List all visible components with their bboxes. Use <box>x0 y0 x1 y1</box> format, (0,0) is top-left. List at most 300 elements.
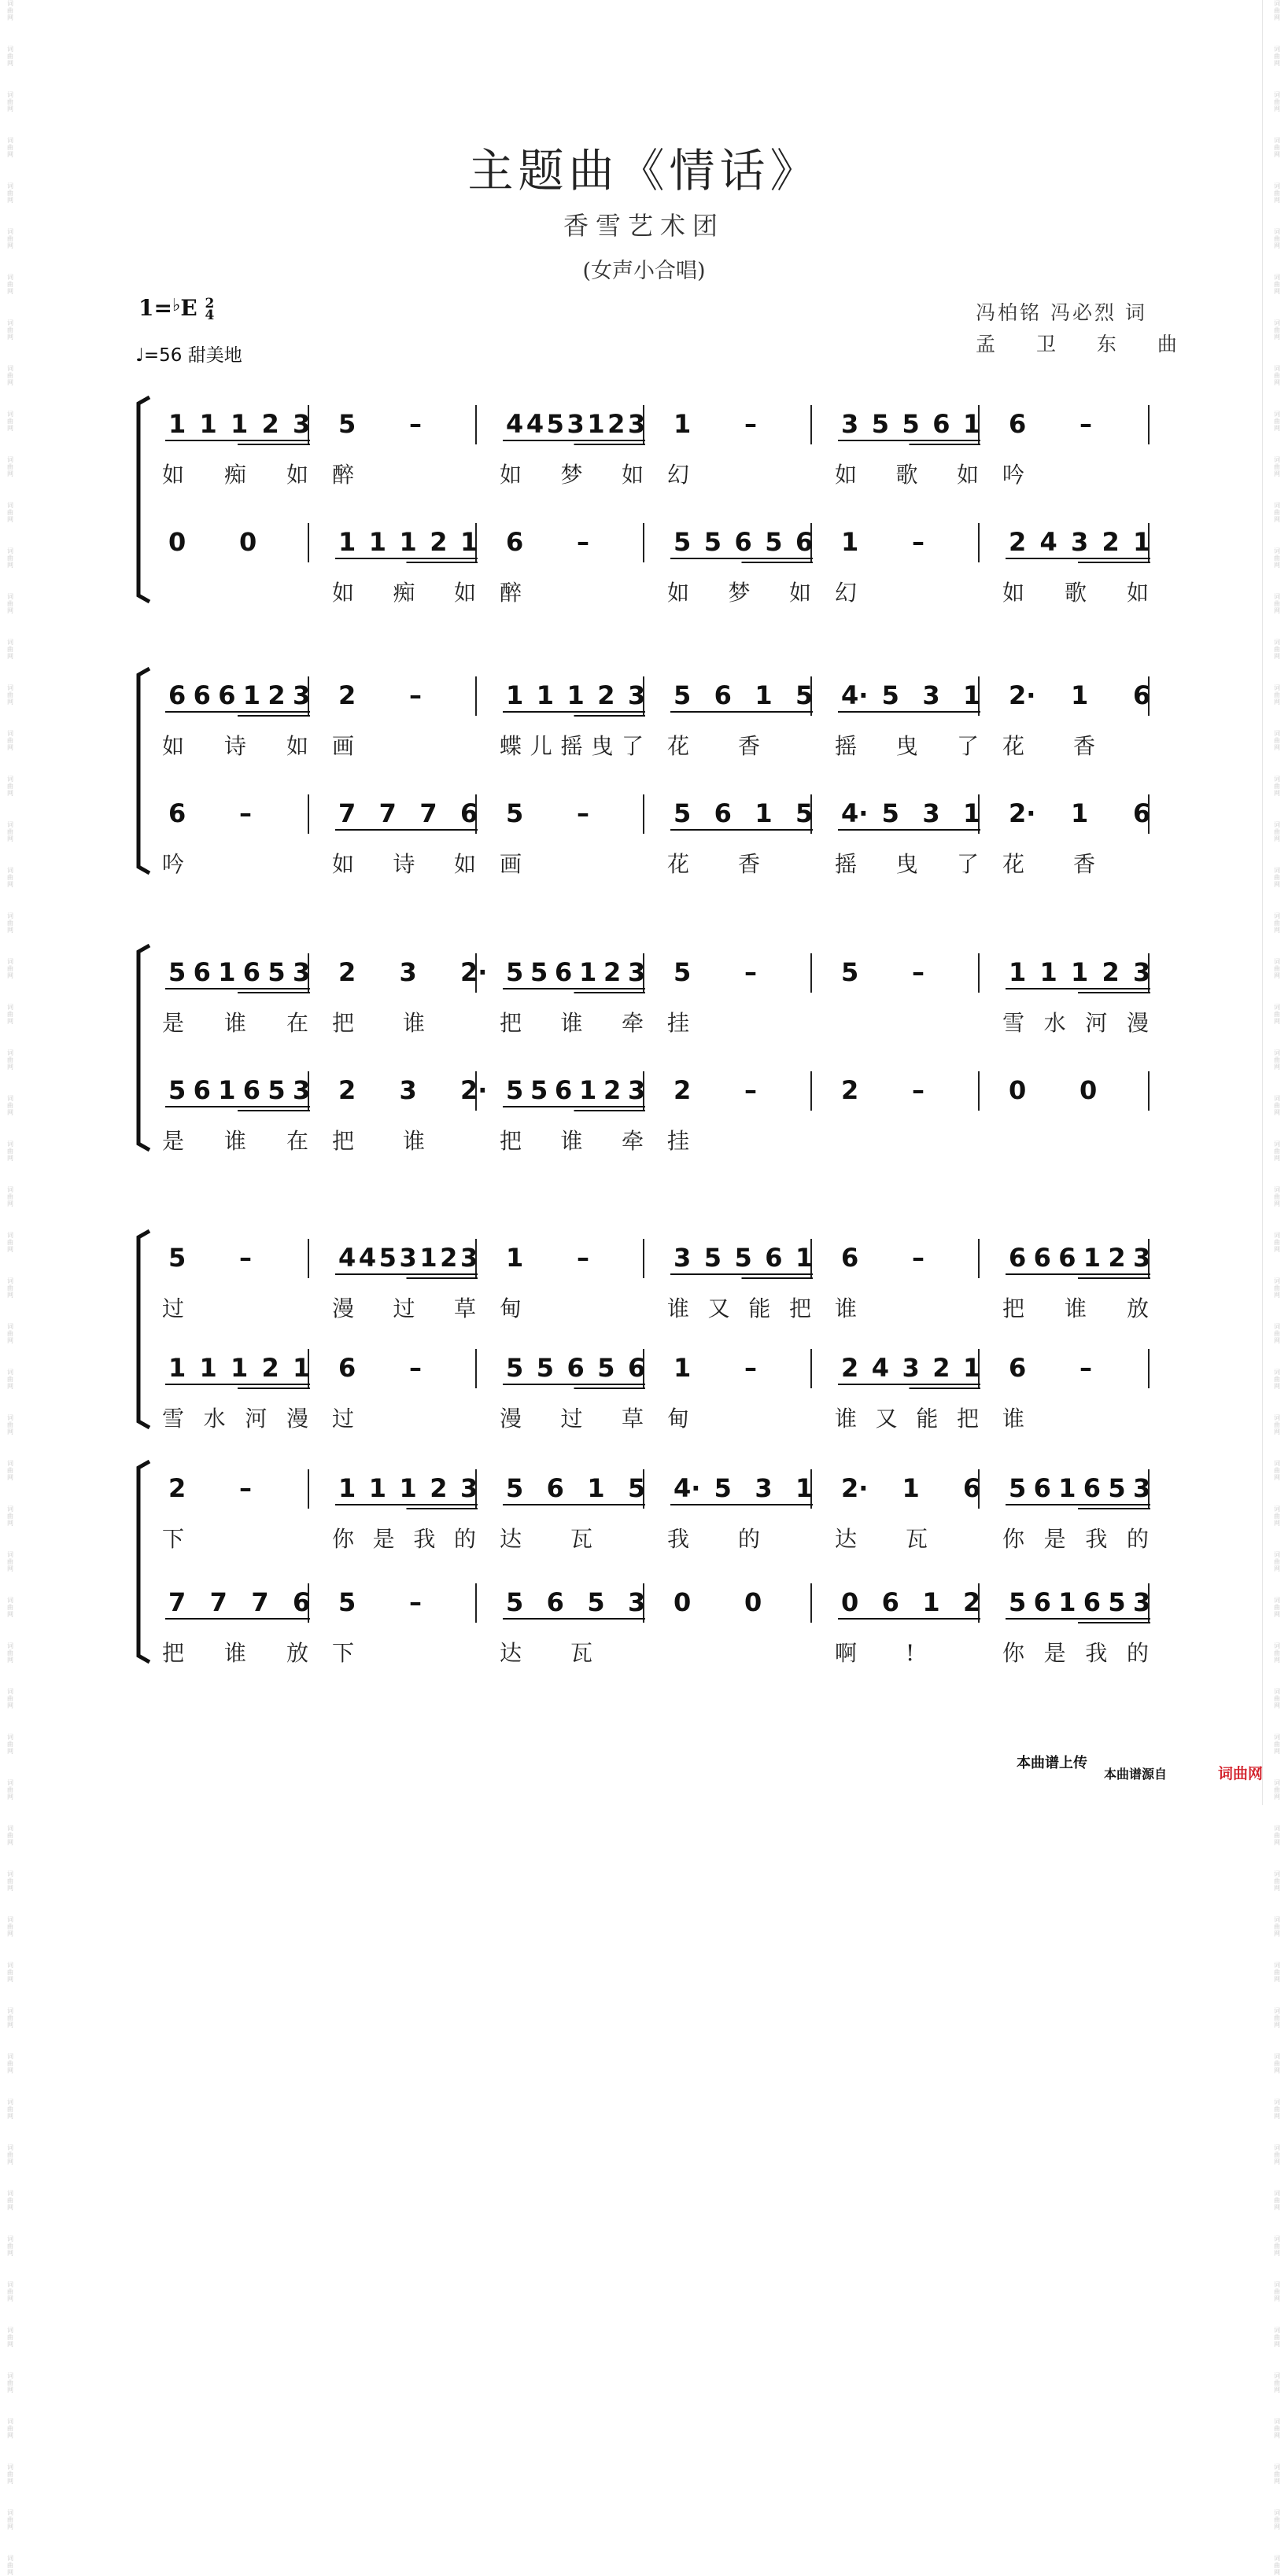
lyric-syllable: 谁 <box>403 1128 426 1154</box>
lyric-syllable: 儿 <box>530 733 552 759</box>
note: 6 <box>555 1075 573 1105</box>
note: 0 <box>1079 1075 1098 1105</box>
watermark-text: 词 曲 网 <box>1274 593 1280 614</box>
watermark-text: 词 曲 网 <box>1274 2099 1280 2120</box>
watermark-text: 词 曲 网 <box>7 1141 13 1162</box>
note: 3 <box>628 1075 646 1105</box>
note: 2 <box>841 1353 859 1383</box>
lyric-syllable: 歌 <box>895 462 918 488</box>
lyric-text <box>667 733 760 759</box>
note: 1 <box>587 1473 605 1503</box>
note: 5 <box>841 957 859 987</box>
note: 6 <box>1133 798 1151 828</box>
note: 0 <box>168 527 186 557</box>
lyric-syllable: 摇 <box>835 733 858 759</box>
watermark-text: 词 曲 网 <box>7 1551 13 1572</box>
watermark-text: 词 曲 网 <box>1274 1870 1280 1892</box>
note: 2 <box>430 1473 448 1503</box>
watermark-text: 词 曲 网 <box>1274 502 1280 523</box>
watermark-text: 词 曲 网 <box>7 137 13 158</box>
watermark-text: 词 曲 网 <box>7 0 13 21</box>
watermark-text: 词 曲 网 <box>7 547 13 569</box>
note: 1 <box>1009 957 1027 987</box>
watermark-text: 词 曲 网 <box>7 1323 13 1344</box>
lyric-syllable: 醉 <box>332 462 355 488</box>
lyric-syllable: 能 <box>916 1406 939 1432</box>
dash-mark: – <box>239 1243 252 1273</box>
note: 4 <box>338 1243 356 1273</box>
lyric-syllable: 我 <box>413 1526 436 1552</box>
lyric-syllable: 放 <box>286 1640 309 1666</box>
lyric-syllable: 歌 <box>1065 580 1087 606</box>
lyric-syllable: 如 <box>1002 580 1025 606</box>
lyric-syllable: 把 <box>500 1128 522 1154</box>
note: 6 <box>168 798 186 828</box>
watermark-text: 词 曲 网 <box>1274 2053 1280 2074</box>
dash-mark: – <box>239 1473 252 1503</box>
lyric-syllable: 啊 <box>835 1640 858 1666</box>
dash-mark: – <box>912 527 924 557</box>
lyric-syllable: 我 <box>667 1526 690 1552</box>
watermark-text: 词 曲 网 <box>7 684 13 706</box>
lyric-text <box>162 1128 308 1154</box>
lyric-syllable: 曳 <box>895 733 918 759</box>
note: 7 <box>168 1587 186 1617</box>
note: 2 <box>841 1075 859 1105</box>
footer-source: 本曲谱源自 <box>1104 1767 1168 1782</box>
dash-mark: – <box>744 1075 757 1105</box>
system-bracket <box>138 1461 149 1662</box>
note: 4· <box>841 680 869 710</box>
lyric-syllable: 把 <box>332 1010 355 1036</box>
lyric-syllable: 谁 <box>835 1406 858 1432</box>
note: 5 <box>268 1075 286 1105</box>
note: 5 <box>628 1473 646 1503</box>
note: 5 <box>506 1587 524 1617</box>
lyric-syllable: 放 <box>1127 1295 1150 1321</box>
watermark-text: 词 曲 网 <box>1274 1049 1280 1071</box>
note: 6 <box>293 1587 311 1617</box>
note: 1 <box>922 1587 940 1617</box>
watermark-text: 词 曲 网 <box>1274 730 1280 751</box>
lyric-syllable: 吟 <box>1002 462 1025 488</box>
watermark-text: 词 曲 网 <box>1274 365 1280 386</box>
lyric-syllable: 你 <box>1002 1526 1025 1552</box>
lyric-text <box>162 1406 308 1432</box>
lyric-syllable: 花 <box>1002 733 1025 759</box>
time-bottom: 4 <box>205 307 215 323</box>
lyric-syllable: 把 <box>789 1295 812 1321</box>
note: 3 <box>922 798 940 828</box>
watermark-text: 词 曲 网 <box>7 1688 13 1709</box>
watermark-text: 词 曲 网 <box>1274 2418 1280 2439</box>
page-title: 主题曲《情话》 <box>467 144 821 197</box>
note: 3 <box>628 1587 646 1617</box>
footer-uploaded: 本曲谱上传 <box>1017 1755 1087 1771</box>
note: 1 <box>1071 680 1089 710</box>
note: 1 <box>579 957 597 987</box>
note: 1 <box>1039 957 1057 987</box>
note: 2 <box>168 1473 186 1503</box>
note: 2 <box>1009 527 1027 557</box>
note: 6 <box>1133 680 1151 710</box>
watermark-text: 词 曲 网 <box>1274 2190 1280 2211</box>
lyric-syllable: 了 <box>622 733 644 759</box>
lyric-syllable: 漫 <box>1127 1010 1150 1036</box>
lyric-text <box>1002 1406 1024 1432</box>
note: 3 <box>902 1353 920 1383</box>
note: 4· <box>674 1473 701 1503</box>
lyric-text <box>162 851 184 877</box>
note: 1 <box>506 1243 524 1273</box>
note: 4 <box>358 1243 377 1273</box>
lyric-syllable: 过 <box>393 1295 415 1321</box>
lyric-syllable: 如 <box>332 580 355 606</box>
note: 1 <box>419 1243 437 1273</box>
lyric-syllable: ! <box>906 1640 915 1666</box>
dash-mark: – <box>577 527 589 557</box>
watermark-text: 词 曲 网 <box>1274 639 1280 660</box>
note: 5 <box>168 957 186 987</box>
lyric-syllable: 如 <box>622 462 644 488</box>
note: 7 <box>209 1587 227 1617</box>
watermark-text: 词 曲 网 <box>7 1870 13 1892</box>
lyric-text <box>1002 1010 1149 1036</box>
note: 1 <box>963 680 981 710</box>
note: 1 <box>506 680 524 710</box>
lyric-syllable: 过 <box>560 1406 583 1432</box>
watermark-text: 词 曲 网 <box>1274 274 1280 295</box>
watermark-text: 词 曲 网 <box>7 1597 13 1618</box>
lyric-syllable: 幻 <box>667 462 690 488</box>
watermark-text: 词 曲 网 <box>7 2509 13 2530</box>
system-bracket <box>138 945 149 1150</box>
watermark-text: 词 曲 网 <box>1274 1369 1280 1390</box>
lyric-syllable: 如 <box>1127 580 1150 606</box>
watermark-text: 词 曲 网 <box>1274 2509 1280 2530</box>
note: 5 <box>506 1353 524 1383</box>
dash-mark: – <box>744 1353 757 1383</box>
note: 1 <box>674 409 692 439</box>
dash-mark: – <box>409 680 422 710</box>
lyric-text <box>332 1010 425 1036</box>
note: 5 <box>674 680 692 710</box>
note: 5 <box>338 409 356 439</box>
watermark-text: 词 曲 网 <box>1274 1916 1280 1937</box>
note: 3 <box>460 1243 478 1273</box>
dash-mark: – <box>239 798 252 828</box>
lyric-syllable: 如 <box>332 851 355 877</box>
watermark-text: 词 曲 网 <box>7 867 13 888</box>
lyric-text <box>332 1128 425 1154</box>
note: 1 <box>168 409 186 439</box>
note: 6 <box>1033 1473 1051 1503</box>
watermark-text: 词 曲 网 <box>7 1505 13 1527</box>
lyric-syllable: 雪 <box>1002 1010 1025 1036</box>
lyric-syllable: 河 <box>1085 1010 1108 1036</box>
note: 2 <box>430 527 448 557</box>
note: 1 <box>199 1353 217 1383</box>
system-bracket <box>138 669 149 873</box>
watermark-text: 词 曲 网 <box>7 958 13 979</box>
lyric-text <box>500 851 522 877</box>
watermark-text: 词 曲 网 <box>7 639 13 660</box>
note: 5 <box>536 1353 555 1383</box>
lyric-text <box>835 462 979 488</box>
note: 6 <box>795 527 814 557</box>
lyric-text <box>1002 851 1095 877</box>
lyric-syllable: 过 <box>162 1295 185 1321</box>
note: 6 <box>932 409 950 439</box>
note: 1 <box>368 527 387 557</box>
note: 5 <box>1009 1473 1027 1503</box>
watermark-text: 词 曲 网 <box>1274 1141 1280 1162</box>
note: 1 <box>1058 1587 1076 1617</box>
lyric-syllable: 痴 <box>224 462 247 488</box>
watermark-text: 词 曲 网 <box>7 821 13 842</box>
note: 1 <box>795 1473 814 1503</box>
watermark-text: 词 曲 网 <box>7 1460 13 1481</box>
watermark-text: 词 曲 网 <box>1274 319 1280 341</box>
watermark-text: 词 曲 网 <box>7 365 13 386</box>
note: 3 <box>628 957 646 987</box>
watermark-text: 词 曲 网 <box>7 2144 13 2165</box>
note: 3 <box>628 680 646 710</box>
watermark-text: 词 曲 网 <box>1274 821 1280 842</box>
watermark-text: 词 曲 网 <box>1274 1597 1280 1618</box>
watermark-text: 词 曲 网 <box>7 1049 13 1071</box>
lyric-syllable: 漫 <box>332 1295 355 1321</box>
lyric-text <box>500 462 644 488</box>
lyric-text <box>667 1128 689 1154</box>
note: 5 <box>530 1075 548 1105</box>
lyric-text <box>162 1640 308 1666</box>
watermark-text: 词 曲 网 <box>7 1186 13 1207</box>
lyric-text <box>1002 1295 1149 1321</box>
note: 5 <box>546 409 564 439</box>
lyric-syllable: 瓦 <box>570 1640 593 1666</box>
lyric-syllable: 谁 <box>224 1010 247 1036</box>
note: 1 <box>168 1353 186 1383</box>
lyric-syllable: 雪 <box>162 1406 185 1432</box>
note: 3 <box>1133 1243 1151 1273</box>
lyric-syllable: 如 <box>789 580 812 606</box>
watermark-text: 词 曲 网 <box>7 274 13 295</box>
note: 3 <box>1133 957 1151 987</box>
lyric-syllable: 谁 <box>835 1295 858 1321</box>
lyric-syllable: 花 <box>667 851 690 877</box>
note: 5 <box>674 798 692 828</box>
system-bracket <box>138 1231 149 1428</box>
note: 7 <box>251 1587 269 1617</box>
note: 6 <box>546 1587 564 1617</box>
watermark-text: 词 曲 网 <box>1274 1688 1280 1709</box>
watermark-text: 词 曲 网 <box>1274 2372 1280 2394</box>
lyric-syllable: 梦 <box>560 462 583 488</box>
lyric-syllable: 达 <box>500 1526 522 1552</box>
note: 6 <box>566 1353 585 1383</box>
note: 3 <box>293 409 311 439</box>
note: 7 <box>378 798 397 828</box>
note: 5 <box>1009 1587 1027 1617</box>
watermark-text: 词 曲 网 <box>7 182 13 204</box>
note: 1 <box>795 1243 814 1273</box>
lyric-text <box>667 851 760 877</box>
footer-site-link[interactable]: 词曲网 <box>1218 1765 1264 1782</box>
note: 6 <box>881 1587 899 1617</box>
lyric-text <box>162 1295 184 1321</box>
lyric-syllable: 花 <box>667 733 690 759</box>
lyric-syllable: 谁 <box>560 1010 583 1036</box>
lyric-syllable: 谁 <box>1002 1406 1025 1432</box>
lyric-text <box>667 1526 760 1552</box>
note: 1 <box>231 409 249 439</box>
lyric-syllable: 牵 <box>622 1010 644 1036</box>
lyric-syllable: 是 <box>372 1526 395 1552</box>
note: 6 <box>506 527 524 557</box>
watermark-text: 词 曲 网 <box>1274 2464 1280 2485</box>
watermark-text: 词 曲 网 <box>7 91 13 112</box>
watermark-text: 词 曲 网 <box>1274 1551 1280 1572</box>
note: 6 <box>841 1243 859 1273</box>
watermark-text: 词 曲 网 <box>1274 1505 1280 1527</box>
note: 1 <box>536 680 555 710</box>
lyric-text <box>332 1406 354 1432</box>
note: 5 <box>703 527 722 557</box>
note: 1 <box>399 1473 417 1503</box>
note: 2 <box>338 680 356 710</box>
lyric-text <box>500 1128 644 1154</box>
lyric-syllable: 如 <box>162 462 185 488</box>
dash-mark: – <box>1079 409 1092 439</box>
lyric-syllable: 是 <box>1043 1526 1066 1552</box>
watermark-text: 词 曲 网 <box>7 776 13 797</box>
note: 3 <box>755 1473 773 1503</box>
note: 5 <box>674 957 692 987</box>
watermark-text: 词 曲 网 <box>1274 547 1280 569</box>
lyric-text <box>500 1640 592 1666</box>
lyric-text <box>500 1010 644 1036</box>
watermark-text: 词 曲 网 <box>1274 2235 1280 2257</box>
watermark-text: 词 曲 网 <box>7 456 13 477</box>
lyric-text <box>1002 1640 1149 1666</box>
note: 5 <box>881 798 899 828</box>
watermark-text: 词 曲 网 <box>7 1825 13 1846</box>
watermark-text: 词 曲 网 <box>1274 91 1280 112</box>
note: 1 <box>231 1353 249 1383</box>
watermark-text: 词 曲 网 <box>1274 2555 1280 2576</box>
lyric-text <box>835 1526 928 1552</box>
watermark-text: 词 曲 网 <box>7 411 13 432</box>
watermark-text: 词 曲 网 <box>7 1414 13 1435</box>
lyric-text <box>1002 462 1024 488</box>
lyric-text <box>500 1295 522 1321</box>
lyric-syllable: 香 <box>738 733 761 759</box>
watermark-text: 词 曲 网 <box>1274 2144 1280 2165</box>
lyric-syllable: 梦 <box>728 580 751 606</box>
note: 5 <box>871 409 890 439</box>
watermark-text: 词 曲 网 <box>7 2418 13 2439</box>
lyric-syllable: 又 <box>875 1406 898 1432</box>
lyric-syllable: 如 <box>667 580 690 606</box>
lyric-syllable: 是 <box>1043 1640 1066 1666</box>
note: 5 <box>597 1353 615 1383</box>
lyric-syllable: 如 <box>454 580 477 606</box>
note: 1 <box>1133 527 1151 557</box>
watermark-text: 词 曲 网 <box>1274 1323 1280 1344</box>
lyric-syllable: 的 <box>1127 1526 1150 1552</box>
lyric-syllable: 在 <box>286 1128 309 1154</box>
note: 4 <box>871 1353 890 1383</box>
note: 1 <box>587 409 605 439</box>
lyric-syllable: 画 <box>332 733 355 759</box>
lyric-text <box>667 1406 689 1432</box>
note: 6 <box>460 798 478 828</box>
note: 3 <box>460 1473 478 1503</box>
lyric-syllable: 幻 <box>835 580 858 606</box>
key-note: E <box>180 295 197 321</box>
key-prefix: 1= <box>138 295 172 321</box>
lyric-syllable: 谁 <box>1065 1295 1087 1321</box>
lyric-syllable: 达 <box>500 1640 522 1666</box>
lyric-text <box>667 462 689 488</box>
note: 2 <box>261 1353 279 1383</box>
note: 6 <box>734 527 752 557</box>
note: 0 <box>1009 1075 1027 1105</box>
note: 3 <box>399 1243 417 1273</box>
lyric-syllable: 瓦 <box>570 1526 593 1552</box>
watermark-text: 词 曲 网 <box>1274 1277 1280 1299</box>
note: 3 <box>628 409 646 439</box>
note: 3 <box>1133 1473 1151 1503</box>
note: 0 <box>674 1587 692 1617</box>
watermark-text: 词 曲 网 <box>1274 2327 1280 2348</box>
lyric-text <box>667 580 811 606</box>
watermark-text: 词 曲 网 <box>7 1277 13 1299</box>
watermark-text: 词 曲 网 <box>1274 1779 1280 1800</box>
watermark-text: 词 曲 网 <box>1274 46 1280 67</box>
note: 6 <box>1083 1587 1102 1617</box>
note: 3 <box>399 957 417 987</box>
lyric-text <box>332 733 354 759</box>
watermark-text: 词 曲 网 <box>7 1779 13 1800</box>
watermark-text: 词 曲 网 <box>7 2555 13 2576</box>
watermark-text: 词 曲 网 <box>7 2372 13 2394</box>
time-top: 2 <box>205 295 215 311</box>
note: 6 <box>242 1075 261 1105</box>
note: 6 <box>1033 1587 1051 1617</box>
note: 0 <box>841 1587 859 1617</box>
watermark-text: 词 曲 网 <box>7 2281 13 2302</box>
note: 6 <box>1009 1243 1027 1273</box>
note: 6 <box>628 1353 646 1383</box>
note: 5 <box>795 798 814 828</box>
note: 2 <box>440 1243 458 1273</box>
lyric-syllable: 谁 <box>224 1640 247 1666</box>
note: 5 <box>765 527 783 557</box>
dash-mark: – <box>409 1587 422 1617</box>
dash-mark: – <box>912 957 924 987</box>
lyric-text <box>162 462 308 488</box>
note: 1 <box>399 527 417 557</box>
lyric-syllable: 在 <box>286 1010 309 1036</box>
note: 6 <box>193 680 211 710</box>
watermark-text: 词 曲 网 <box>7 228 13 249</box>
watermark-text: 词 曲 网 <box>1274 137 1280 158</box>
system-bracket <box>138 397 149 602</box>
note: 4 <box>526 409 544 439</box>
note: 6 <box>555 957 573 987</box>
